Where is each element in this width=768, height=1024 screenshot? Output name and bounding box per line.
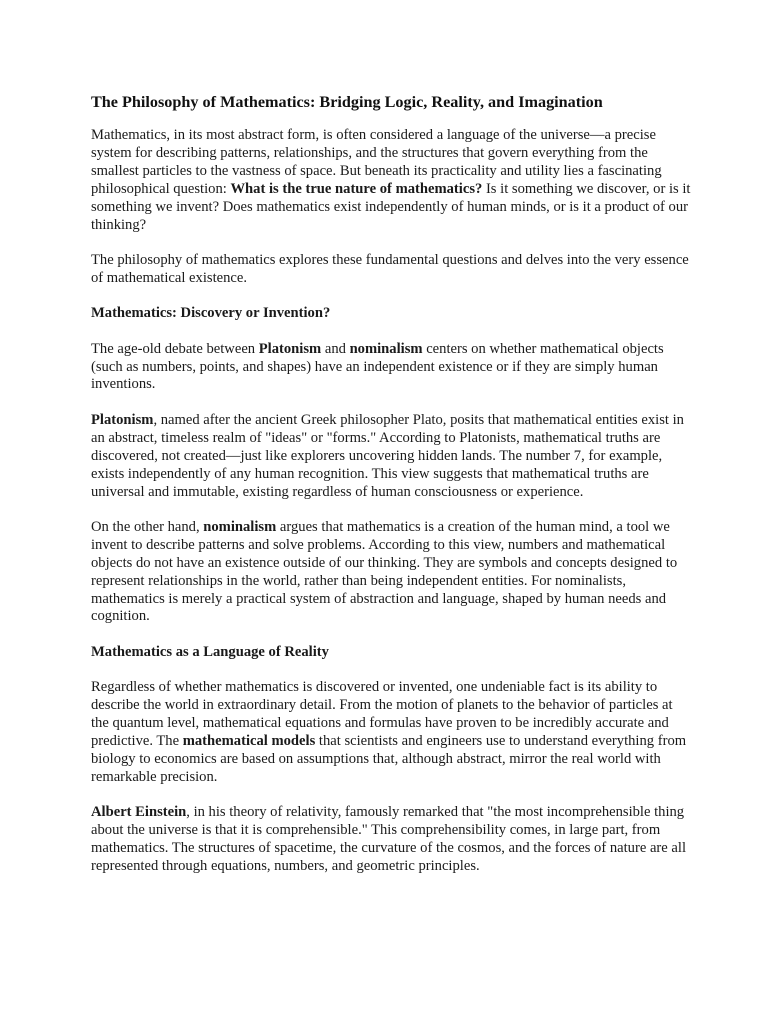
platonism-text: , named after the ancient Greek philosopher Plato, posits that mathematical entities exist in an abstract, timeless realm of "ideas" or "forms." According to Platonists, mathematical truths are discovered, not created—just like explorers uncovering hidden lands. The number 7, for example, exists independently of any human recognition. This view suggests that mathematical truths are universal and immutable, existing regardless of human consciousness or experience. [91, 411, 684, 500]
nominalism-text-a: On the other hand, [91, 518, 204, 535]
intro-text-a: Mathematics, in its most abstract form, is often considered a language of the universe—a precise system for describing patterns, relationships, and the structures that govern everything from the smallest particles to the vastness of space. But beneath its practicality and utility lies a fascinating philosophical question: [91, 127, 662, 197]
document-title: The Philosophy of Mathematics: Bridging Logic, Reality, and Imagination [91, 93, 603, 111]
einstein-text: , in his theory of relativity, famously remarked that "the most incomprehensible thing about the universe is that it is comprehensible." This comprehensibility comes, in large part, from mathematics. The structures of spacetime, the curvature of the cosmos, and the forces of nature are all represented through equations, numbers, and geometric principles. [91, 804, 687, 874]
section-heading-language: Mathematics as a Language of Reality [91, 643, 329, 660]
intro-paragraph-2: The philosophy of mathematics explores these fundamental questions and delves into the very essence of mathematical existence. [91, 251, 689, 286]
debate-text-a: The age-old debate between [91, 340, 259, 357]
nominalism-paragraph [91, 519, 691, 626]
debate-text-c: centers on whether mathematical objects (such as numbers, points, and shapes) have an independent existence or if they are simply human inventions. [91, 340, 664, 393]
section-heading-discovery: Mathematics: Discovery or Invention? [91, 305, 331, 322]
intro-text-b: Is it something we discover, or is it something we invent? Does mathematics exist independently of human minds, or is it a product of our thinking? [91, 180, 691, 233]
reality-paragraph [91, 679, 691, 786]
debate-paragraph [91, 341, 691, 395]
einstein-paragraph [91, 804, 691, 876]
einstein-name: Albert Einstein [91, 804, 187, 821]
document-page [91, 92, 691, 893]
intro-bold-question: What is the true nature of mathematics? [230, 180, 483, 197]
nominalism-term: nominalism [349, 340, 423, 357]
platonism-paragraph [91, 412, 691, 502]
nominalism-lead: nominalism [203, 518, 277, 535]
debate-text-b: and [321, 340, 350, 357]
reality-text-a: Regardless of whether mathematics is discovered or invented, one undeniable fact is its ability to describe the world in extraordinary detail. From the motion of planets to the behavior of particles at the quantum level, mathematical equations and formulas have proven to be incredibly accurate and predictive. The [91, 679, 673, 749]
platonism-term: Platonism [258, 340, 322, 357]
platonism-lead: Platonism [91, 411, 154, 428]
mathematical-models-term: mathematical models [182, 732, 316, 749]
reality-text-b: that scientists and engineers use to understand everything from biology to economics are based on assumptions that, although abstract, mirror the real world with remarkable precision. [91, 732, 687, 785]
intro-paragraph-1 [91, 127, 691, 234]
nominalism-text-b: argues that mathematics is a creation of the human mind, a tool we invent to describe patterns and solve problems. According to this view, numbers and mathematical objects do not have an existence outside of our thinking. They are symbols and concepts designed to represent relationships in the world, rather than being independent entities. For nominalists, mathematics is merely a practical system of abstraction and language, shaped by human needs and cognition. [91, 518, 678, 625]
